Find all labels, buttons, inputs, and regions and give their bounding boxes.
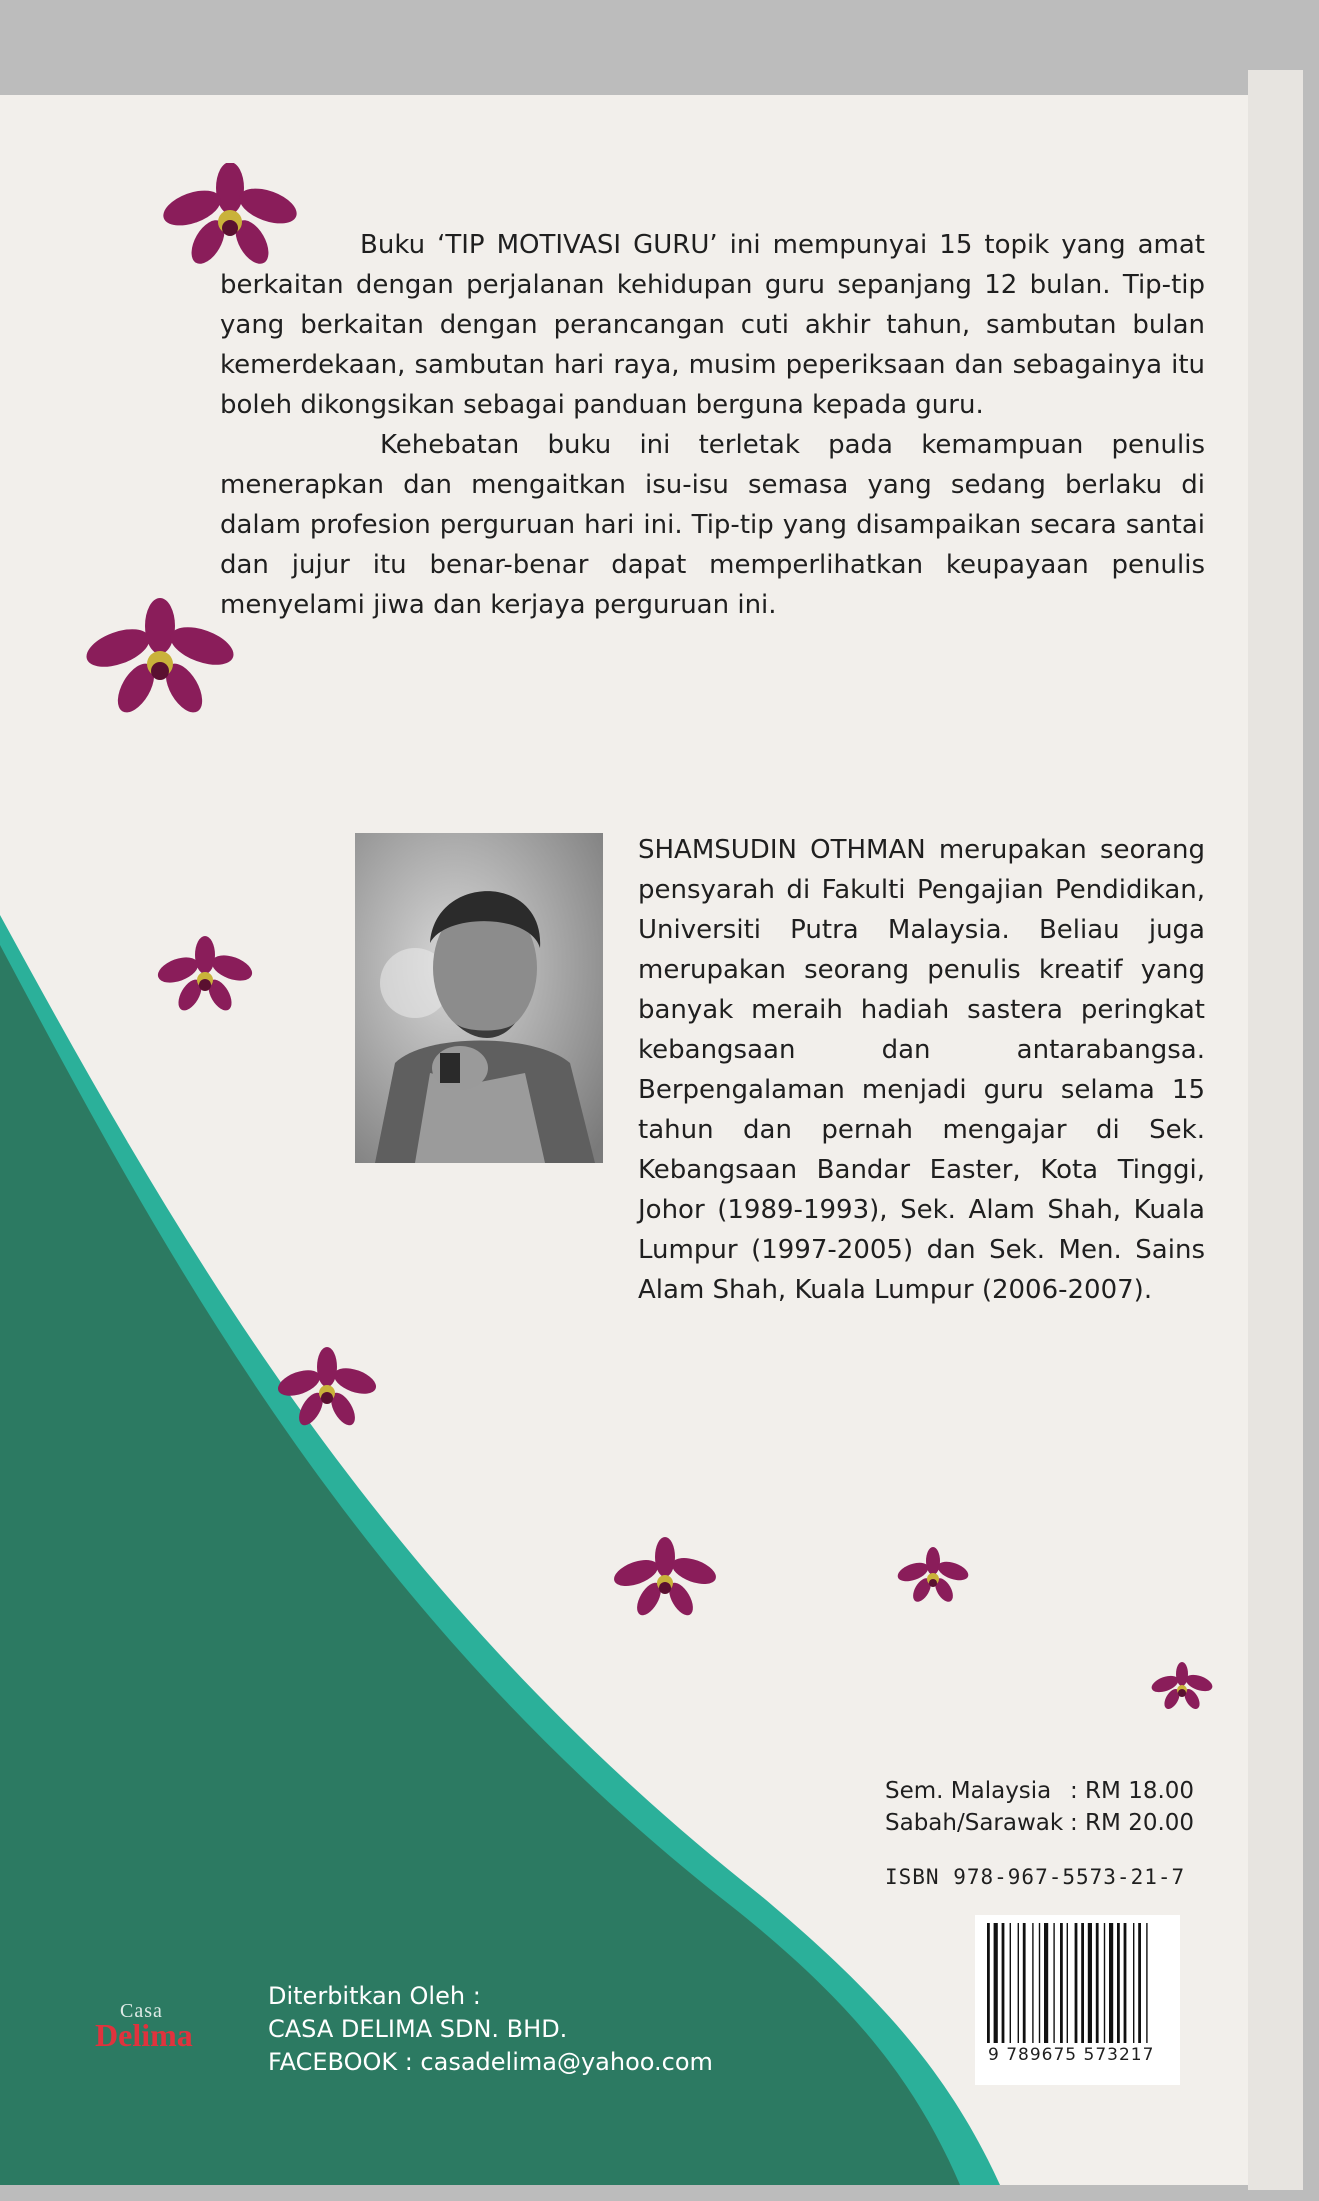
orchid-flower (1150, 1660, 1215, 1715)
barcode-number: 9 789675 573217 (988, 2045, 1155, 2065)
orchid-flower (155, 935, 255, 1020)
blurb-paragraph-2: Kehebatan buku ini terletak pada kemampuan penulis menerapkan dan mengaitkan isu-isu semasa yang sedang berlaku di dalam profesion perguruan hari ini. Tip-tip yang disampaikan secara santai dan jujur itu benar-benar dapat memperlihatkan keupayaan penulis menyelami jiwa dan kerjaya perguruan ini. (220, 430, 1205, 620)
isbn-number: ISBN 978-967-5573-21-7 (885, 1865, 1186, 1889)
orchid-flower (610, 1535, 720, 1625)
publisher-heading: Diterbitkan Oleh : (268, 1982, 481, 2010)
price-value: : RM 18.00 (1070, 1778, 1195, 1804)
spine-edge (1248, 70, 1303, 2190)
publisher-info (268, 1980, 713, 2079)
orchid-flower (895, 1545, 970, 1610)
orchid-flower (275, 1345, 380, 1435)
price-list (885, 1775, 1194, 1839)
price-region-label: Sabah/Sarawak (885, 1810, 1064, 1836)
logo-casa: Casa (120, 2000, 163, 2022)
price-row-east (885, 1807, 1194, 1839)
logo-delima: Delima (95, 2017, 193, 2053)
price-row-peninsular (885, 1775, 1194, 1807)
author-bio-text: SHAMSUDIN OTHMAN merupakan seorang pensyarah di Fakulti Pengajian Pendidikan, Universiti Putra Malaysia. Beliau juga merupakan seorang penulis kreatif yang banyak meraih hadiah sastera peringkat kebangsaan dan antarabangsa. Berpengalaman menjadi guru selama 15 tahun dan pernah mengajar di Sek. Kebangsaan Bandar Easter, Kota Tinggi, Johor (1989-1993), Sek. Alam Shah, Kuala Lumpur (1997-2005) dan Sek. Men. Sains Alam Shah, Kuala Lumpur (2006-2007). (638, 835, 1205, 1305)
publisher-logo (95, 2000, 193, 2054)
publisher-name: CASA DELIMA SDN. BHD. (268, 2015, 568, 2043)
orchid-flower (80, 595, 240, 725)
author-bio (340, 830, 1205, 1310)
back-cover (0, 95, 1248, 2185)
blurb-paragraph-1: Buku ‘TIP MOTIVASI GURU’ ini mempunyai 15 topik yang amat berkaitan dengan perjalanan kehidupan guru sepanjang 12 bulan. Tip-tip yang berkaitan dengan perancangan cuti akhir tahun, sambutan bulan kemerdekaan, sambutan hari raya, musim peperiksaan dan sebagainya itu boleh dikongsikan sebagai panduan berguna kepada guru. (220, 230, 1205, 420)
price-value: : RM 20.00 (1070, 1810, 1195, 1836)
price-region-label: Sem. Malaysia (885, 1778, 1052, 1804)
publisher-contact: FACEBOOK : casadelima@yahoo.com (268, 2048, 713, 2076)
book-blurb (220, 225, 1205, 625)
